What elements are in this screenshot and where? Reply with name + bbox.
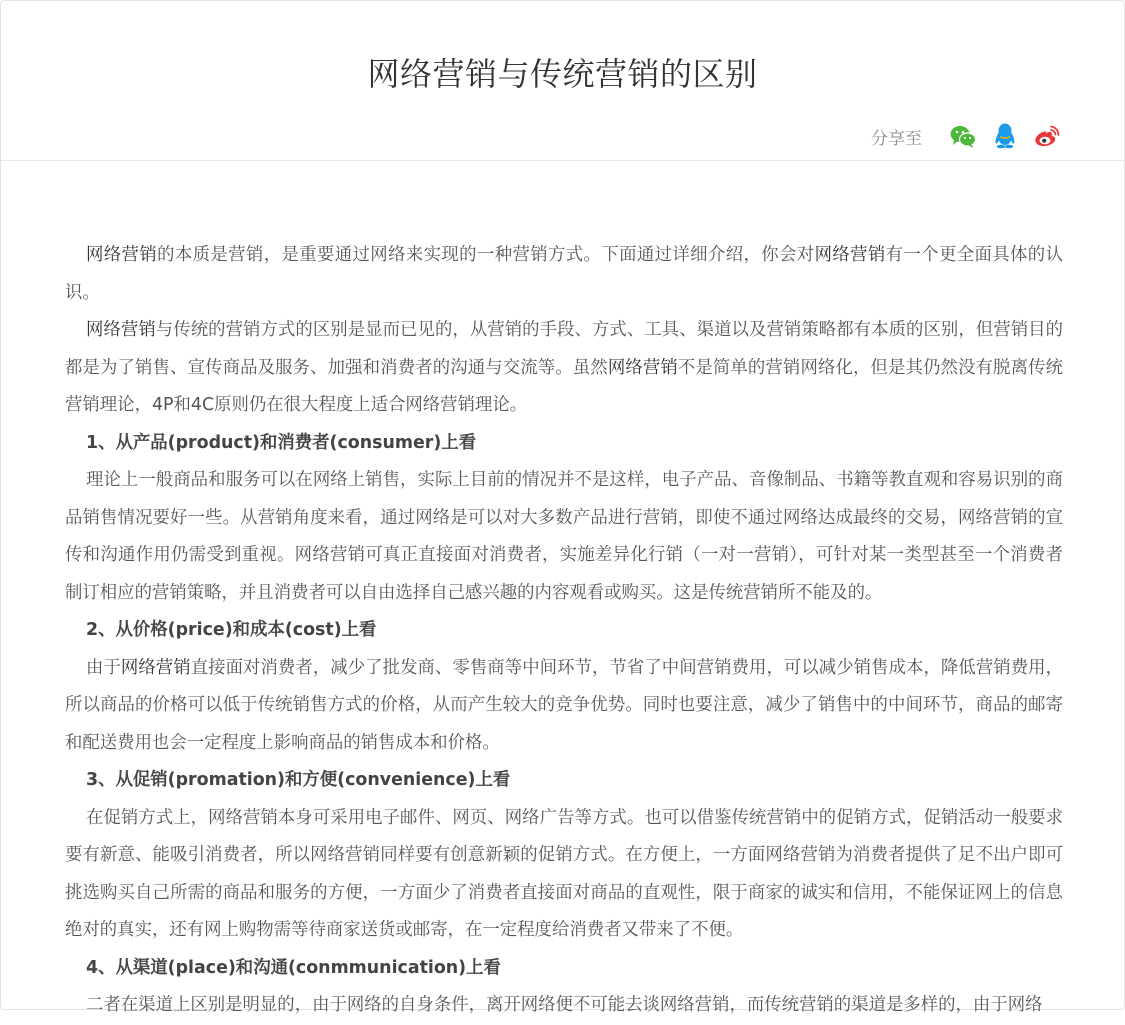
keyword-link[interactable]: 网络营销 xyxy=(607,357,678,378)
paragraph xyxy=(65,650,1063,763)
section-heading: 1、从产品(product)和消费者(consumer)上看 xyxy=(86,432,477,453)
paragraph-text: 有一个更全面具体的认识。 xyxy=(65,245,1063,303)
paragraph: 二者在渠道上区别是明显的，由于网络的自身条件，离开网络便不可能去谈网络营销，而传统营销的渠道是多样的，由于网络 xyxy=(86,995,1043,1015)
paragraph-text: 的本质是营销，是重要通过网络来实现的一种营销方式。下面通过详细介绍，你会对 xyxy=(157,245,815,265)
share-bar xyxy=(871,121,1062,151)
paragraph-text: 与传统的营销方式的区别是显而已见的，从营销的手段、方式、工具、渠道以及营销策略都有本质的区别，但营销目的都是为了销售、宣传商品及服务、加强和消费者的沟通与交流等。虽然 xyxy=(65,320,1063,378)
article-body xyxy=(65,237,1063,1025)
section-heading: 2、从价格(price)和成本(cost)上看 xyxy=(86,620,377,640)
paragraph-text: 由于 xyxy=(86,657,121,678)
paragraph: 在促销方式上，网络营销本身可采用电子邮件、网页、网络广告等方式。也可以借鉴传统营销中的促销方式，促销活动一般要求要有新意、能吸引消费者，所以网络营销同样要有创意新颖的促销方式。在方便上，一方面网络营销为消费者提供了足不出户即可挑选购买自己所需的商品和服务的方便，一方面少了消费者直接面对商品的直观性，限于商家的诚实和信用，不能保证网上的信息绝对的真实，还有网上购物需等待商家送货或邮寄，在一定程度给消费者又带来了不便。 xyxy=(65,807,1063,940)
paragraph xyxy=(65,312,1063,425)
keyword-link[interactable]: 网络营销 xyxy=(86,245,158,265)
paragraph-text: 直接面对消费者，减少了批发商、零售商等中间环节，节省了中间营销费用，可以减少销售成本，降低营销费用，所以商品的价格可以低于传统销售方式的价格，从而产生较大的竞争优势。同时也要注意，减少了销售中的中间环节，商品的邮寄和配送费用也会一定程度上影响商品的销售成本和价格。 xyxy=(65,657,1063,753)
paragraph-text: 不是简单的营销网络化，但是其仍然没有脱离传统营销理论，4P和4C原则仍在很大程度上适合网络营销理论。 xyxy=(65,357,1063,415)
section-heading: 4、从渠道(place)和沟通(conmmunication)上看 xyxy=(86,957,501,978)
keyword-link[interactable]: 网络营销 xyxy=(86,320,156,340)
paragraph xyxy=(65,237,1063,312)
article-header xyxy=(1,1,1124,161)
keyword-link[interactable]: 网络营销 xyxy=(120,657,191,678)
section-heading: 3、从促销(promation)和方便(convenience)上看 xyxy=(86,770,511,790)
qq-icon[interactable] xyxy=(990,121,1020,151)
keyword-link[interactable]: 网络营销 xyxy=(814,245,886,265)
wechat-icon[interactable] xyxy=(948,121,978,151)
share-label: 分享至 xyxy=(871,128,922,149)
weibo-icon[interactable] xyxy=(1032,121,1062,151)
article-title: 网络营销与传统营销的区别 xyxy=(367,55,758,93)
paragraph: 理论上一般商品和服务可以在网络上销售，实际上目前的情况并不是这样，电子产品、音像制品、书籍等教直观和容易识别的商品销售情况要好一些。从营销角度来看，通过网络是可以对大多数产品进行营销，即使不通过网络达成最终的交易，网络营销的宣传和沟通作用仍需受到重视。网络营销可真正直接面对消费者，实施差异化行销（一对一营销），可针对某一类型甚至一个消费者制订相应的营销策略，并且消费者可以自由选择自己感兴趣的内容观看或购买。这是传统营销所不能及的。 xyxy=(65,470,1063,603)
